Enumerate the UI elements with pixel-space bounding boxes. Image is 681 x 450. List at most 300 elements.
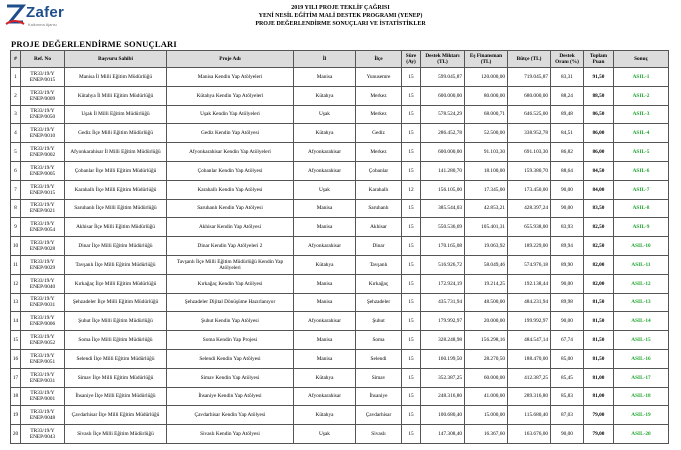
table-row [11,255,669,274]
cell-district: Saruhanlı [356,199,402,218]
cell-cofinance: 15.000,00 [465,406,508,425]
cell-duration: 15 [402,425,421,444]
cell-result: ASIL-17 [614,368,669,387]
cell-cofinance: 42.853,21 [465,199,508,218]
cell-project: Şehzadeler Dijital Dönüşüme Hazırlanıyor [167,293,294,312]
cell-ratio: 90,00 [551,199,584,218]
cell-score: 86,00 [584,124,614,143]
cell-cofinance: 20.000,00 [465,312,508,331]
cell-score: 82,50 [584,237,614,256]
cell-ref: TR33/19/Y ENEP/0048 [21,406,65,425]
table-row [11,331,669,350]
cell-support: 516.926,72 [421,255,465,274]
cell-project: Soma Kendin Yap Projesi [167,331,294,350]
cell-project: Afyonkarahisar Kendin Yap Atölyeleri [167,143,294,162]
cell-duration: 15 [402,331,421,350]
cell-cofinance: 28.270,50 [465,349,508,368]
results-table [10,50,669,444]
cell-score: 79,00 [584,406,614,425]
col-header-support: Destek Miktarı (TL) [421,51,465,68]
cell-applicant: Manisa İl Milli Eğitim Müdürlüğü [65,68,167,87]
cell-applicant: Çobanlar İlçe Milli Eğitim Müdürlüğü [65,161,167,180]
cell-score: 81,50 [584,312,614,331]
cell-score: 84,00 [584,180,614,199]
cell-budget: 189.229,00 [508,237,551,256]
cell-budget: 484.547,14 [508,331,551,350]
cell-duration: 15 [402,218,421,237]
cell-ratio: 88,24 [551,86,584,105]
cell-cofinance: 156.298,16 [465,331,508,350]
cell-support: 578.524,29 [421,105,465,124]
cell-ratio: 85,45 [551,368,584,387]
table-row [11,86,669,105]
cell-province: Afyonkarahisar [294,161,356,180]
cell-result: ASIL-16 [614,349,669,368]
cell-budget: 115.680,40 [508,406,551,425]
cell-ratio: 89,98 [551,293,584,312]
cell-ref: TR33/19/Y ENEP/0010 [21,124,65,143]
cell-support: 248.316,80 [421,387,465,406]
cell-result: ASIL-14 [614,312,669,331]
cell-result: ASIL-8 [614,199,669,218]
cell-support: 550.536,69 [421,218,465,237]
cell-duration: 15 [402,199,421,218]
cell-result: ASIL-1 [614,68,669,87]
cell-applicant: Sivaslı İlçe Milli Eğitim Müdürlüğü [65,425,167,444]
cell-province: Manisa [294,218,356,237]
cell-cofinance: 68.000,71 [465,105,508,124]
cell-index: 10 [11,237,21,256]
cell-ref: TR33/19/Y ENEP/0031 [21,293,65,312]
cell-applicant: Tavşanlı İlçe Milli Eğitim Müdürlüğü [65,255,167,274]
col-header-project: Proje Adı [167,51,294,68]
cell-score: 81,50 [584,331,614,350]
cell-score: 81,50 [584,293,614,312]
cell-district: Dinar [356,237,402,256]
col-header-ref: Ref. No [21,51,65,68]
cell-score: 81,00 [584,368,614,387]
cell-project: Kütahya Kendin Yap Atölyeleri [167,86,294,105]
cell-ref: TR33/19/Y ENEP/0043 [21,425,65,444]
cell-score: 82,00 [584,255,614,274]
cell-result: ASIL-3 [614,105,669,124]
col-header-applicant: Başvuru Sahibi [65,51,167,68]
cell-project: Kırkağaç Kendin Yap Atölyesi [167,274,294,293]
cell-project: İhsaniye Kendin Yap Atölyesi [167,387,294,406]
cell-district: Simav [356,368,402,387]
table-row [11,406,669,425]
cell-province: Kütahya [294,406,356,425]
table-row [11,293,669,312]
cell-province: Manisa [294,199,356,218]
cell-province: Afyonkarahisar [294,143,356,162]
cell-support: 600.000,00 [421,143,465,162]
cell-applicant: Afyonkarahisar İl Milli Eğitim Müdürlüğü [65,143,167,162]
cell-ratio: 85,00 [551,349,584,368]
cell-district: Kırkağaç [356,274,402,293]
cell-ratio: 90,00 [551,274,584,293]
cell-cofinance: 19.063,92 [465,237,508,256]
cell-ratio: 84,51 [551,124,584,143]
cell-result: ASIL-18 [614,387,669,406]
cell-project: Şuhut Kendin Yap Atölyesi [167,312,294,331]
header-line-1: 2019 YILI PROJE TEKLİF ÇAĞRISI [291,5,390,11]
logo-name: Zafer [26,4,65,21]
cell-support: 147.308,40 [421,425,465,444]
cell-project: Tavşanlı İlçe Milli Eğitim Müdürlüğü Kendin Yap Atölyeleri [167,255,294,274]
cell-support: 385.544,03 [421,199,465,218]
cell-cofinance: 16.367,60 [465,425,508,444]
col-header-province: İl [294,51,356,68]
cell-result: ASIL-2 [614,86,669,105]
cell-applicant: Çavdarhisar İlçe Milli Eğitim Müdürlüğü [65,406,167,425]
col-header-ratio: Destek Oranı (%) [551,51,584,68]
cell-district: Tavşanlı [356,255,402,274]
cell-cofinance: 60.000,00 [465,368,508,387]
cell-budget: 289.316,80 [508,387,551,406]
cell-index: 5 [11,143,21,162]
cell-support: 141.280,70 [421,161,465,180]
cell-duration: 15 [402,387,421,406]
cell-index: 13 [11,293,21,312]
cell-budget: 412.387,25 [508,368,551,387]
cell-index: 19 [11,406,21,425]
section-title: PROJE DEĞERLENDİRME SONUÇLARI [11,39,177,49]
cell-ratio: 67,74 [551,331,584,350]
cell-index: 7 [11,180,21,199]
cell-score: 83,50 [584,199,614,218]
cell-budget: 192.138,44 [508,274,551,293]
cell-cofinance: 120.000,00 [465,68,508,87]
cell-district: Gediz [356,124,402,143]
cell-index: 4 [11,124,21,143]
cell-province: Uşak [294,425,356,444]
cell-ref: TR33/19/Y ENEP/0031 [21,368,65,387]
cell-ratio: 85,83 [551,387,584,406]
cell-ratio: 89,90 [551,255,584,274]
cell-support: 435.731,94 [421,293,465,312]
cell-ratio: 83,93 [551,218,584,237]
cell-ref: TR33/19/Y ENEP/0001 [21,387,65,406]
cell-score: 81,00 [584,387,614,406]
cell-index: 2 [11,86,21,105]
cell-district: Merkez [356,105,402,124]
col-header-index: # [11,51,21,68]
cell-index: 15 [11,331,21,350]
cell-index: 18 [11,387,21,406]
cell-support: 352.387,25 [421,368,465,387]
cell-score: 79,00 [584,425,614,444]
cell-result: ASIL-13 [614,293,669,312]
cell-ratio: 90,00 [551,425,584,444]
table-row [11,161,669,180]
cell-budget: 338.952,78 [508,124,551,143]
cell-budget: 188.470,00 [508,349,551,368]
cell-result: ASIL-6 [614,161,669,180]
logo-tagline: Kalkınma Ajansı [28,22,57,27]
cell-applicant: Selendi İlçe Milli Eğitim Müdürlüğü [65,349,167,368]
cell-ratio: 90,00 [551,312,584,331]
cell-budget: 691.103,30 [508,143,551,162]
cell-result: ASIL-4 [614,124,669,143]
cell-project: Akhisar Kendin Yap Atölyesi [167,218,294,237]
cell-result: ASIL-10 [614,237,669,256]
cell-province: Manisa [294,331,356,350]
cell-budget: 159.380,70 [508,161,551,180]
cell-applicant: Karahallı İlçe Milli Eğitim Müdürlüğü [65,180,167,199]
cell-applicant: Uşak İl Milli Eğitim Müdürlüğü [65,105,167,124]
cell-cofinance: 18.100,00 [465,161,508,180]
cell-district: Merkez [356,143,402,162]
cell-ref: TR33/19/Y ENEP/0015 [21,68,65,87]
cell-budget: 646.525,00 [508,105,551,124]
table-row [11,368,669,387]
cell-province: Afyonkarahisar [294,312,356,331]
cell-applicant: Şuhut İlçe Milli Eğitim Müdürlüğü [65,312,167,331]
cell-province: Afyonkarahisar [294,387,356,406]
cell-project: Dinar Kendin Yap Atölyeleri 2 [167,237,294,256]
cell-duration: 15 [402,349,421,368]
cell-index: 16 [11,349,21,368]
cell-duration: 15 [402,105,421,124]
cell-result: ASIL-11 [614,255,669,274]
cell-index: 3 [11,105,21,124]
cell-support: 100.680,40 [421,406,465,425]
cell-duration: 15 [402,255,421,274]
table-row [11,124,669,143]
cell-result: ASIL-19 [614,406,669,425]
cell-project: Gediz Kendin Yap Atölyesi [167,124,294,143]
cell-support: 172.924,19 [421,274,465,293]
cell-index: 17 [11,368,21,387]
cell-score: 81,50 [584,349,614,368]
cell-applicant: İhsaniye İlçe Milli Eğitim Müdürlüğü [65,387,167,406]
cell-applicant: Simav İlçe Milli Eğitim Müdürlüğü [65,368,167,387]
cell-project: Karahallı Kendin Yap Atölyesi [167,180,294,199]
cell-support: 599.045,87 [421,68,465,87]
cell-duration: 12 [402,180,421,199]
col-header-cofinance: Eş Finansman (TL) [465,51,508,68]
table-row [11,425,669,444]
cell-applicant: Saruhanlı İlçe Milli Eğitim Müdürlüğü [65,199,167,218]
cell-result: ASIL-12 [614,274,669,293]
cell-index: 11 [11,255,21,274]
cell-cofinance: 19.214,25 [465,274,508,293]
cell-ref: TR33/19/Y ENEP/0015 [21,180,65,199]
cell-province: Manisa [294,349,356,368]
cell-province: Kütahya [294,255,356,274]
cell-province: Afyonkarahisar [294,237,356,256]
cell-district: İhsaniye [356,387,402,406]
cell-index: 9 [11,218,21,237]
cell-ref: TR33/19/Y ENEP/0005 [21,161,65,180]
cell-duration: 15 [402,237,421,256]
table-row [11,349,669,368]
header-line-2: YENİ NESİL EĞİTİM MALİ DESTEK PROGRAMI (YENEP) [258,13,423,19]
cell-province: Manisa [294,274,356,293]
cell-cofinance: 41.000,00 [465,387,508,406]
col-header-result: Sonuç [614,51,669,68]
cell-ref: TR33/19/Y ENEP/0052 [21,331,65,350]
col-header-score: Toplam Puan [584,51,614,68]
cell-index: 20 [11,425,21,444]
table-row [11,312,669,331]
cell-project: Saruhanlı Kendin Yap Atölyesi [167,199,294,218]
cell-budget: 173.450,00 [508,180,551,199]
table-row [11,387,669,406]
cell-district: Selendi [356,349,402,368]
cell-ratio: 83,31 [551,68,584,87]
cell-project: Çobanlar Kendin Yap Atölyesi [167,161,294,180]
table-row [11,237,669,256]
table-header-row [11,51,669,68]
cell-score: 84,50 [584,161,614,180]
cell-ratio: 86,82 [551,143,584,162]
cell-ratio: 90,00 [551,180,584,199]
cell-duration: 15 [402,68,421,87]
cell-index: 14 [11,312,21,331]
cell-project: Simav Kendin Yap Atölyesi [167,368,294,387]
cell-duration: 15 [402,312,421,331]
cell-support: 600.000,00 [421,86,465,105]
cell-duration: 15 [402,406,421,425]
cell-district: Akhisar [356,218,402,237]
cell-duration: 15 [402,274,421,293]
cell-applicant: Soma İlçe Milli Eğitim Müdürlüğü [65,331,167,350]
cell-ratio: 87,03 [551,406,584,425]
cell-applicant: Gediz İlçe Milli Eğitim Müdürlüğü [65,124,167,143]
cell-applicant: Şehzadeler İlçe Milli Eğitim Müdürlüğü [65,293,167,312]
cell-ref: TR33/19/Y ENEP/0051 [21,349,65,368]
cell-district: Yunusemre [356,68,402,87]
table-body [11,68,669,444]
col-header-budget: Bütçe (TL) [508,51,551,68]
cell-district: Şuhut [356,312,402,331]
cell-support: 170.165,08 [421,237,465,256]
cell-cofinance: 52.500,00 [465,124,508,143]
table-row [11,180,669,199]
cell-score: 82,00 [584,274,614,293]
cell-ref: TR33/19/Y ENEP/0029 [21,255,65,274]
cell-ratio: 89,48 [551,105,584,124]
cell-support: 156.105,00 [421,180,465,199]
cell-support: 328.248,98 [421,331,465,350]
cell-duration: 15 [402,143,421,162]
cell-result: ASIL-15 [614,331,669,350]
col-header-district: İlçe [356,51,402,68]
table-row [11,143,669,162]
cell-cofinance: 105.401,31 [465,218,508,237]
cell-result: ASIL-20 [614,425,669,444]
cell-score: 82,50 [584,218,614,237]
cell-province: Kütahya [294,368,356,387]
cell-duration: 15 [402,124,421,143]
cell-cofinance: 80.000,00 [465,86,508,105]
cell-index: 6 [11,161,21,180]
cell-province: Kütahya [294,124,356,143]
cell-duration: 15 [402,161,421,180]
cell-result: ASIL-5 [614,143,669,162]
cell-score: 91,50 [584,68,614,87]
cell-province: Manisa [294,68,356,87]
table-row [11,199,669,218]
cell-ref: TR33/19/Y ENEP/0028 [21,237,65,256]
cell-applicant: Kütahya İl Milli Eğitim Müdürlüğü [65,86,167,105]
table-row [11,105,669,124]
cell-ratio: 88,64 [551,161,584,180]
cell-district: Sivaslı [356,425,402,444]
cell-cofinance: 91.103,30 [465,143,508,162]
cell-cofinance: 58.049,46 [465,255,508,274]
col-header-duration: Süre (Ay) [402,51,421,68]
cell-cofinance: 48.500,00 [465,293,508,312]
cell-province: Uşak [294,180,356,199]
header-line-3: PROJE DEĞERLENDİRME SONUÇLARI VE İSTATİSTİKLER [255,21,426,27]
cell-budget: 428.397,24 [508,199,551,218]
cell-applicant: Dinar İlçe Milli Eğitim Müdürlüğü [65,237,167,256]
cell-support: 160.199,50 [421,349,465,368]
cell-index: 1 [11,68,21,87]
cell-cofinance: 17.345,00 [465,180,508,199]
table-row [11,218,669,237]
cell-district: Çobanlar [356,161,402,180]
cell-budget: 163.676,00 [508,425,551,444]
cell-applicant: Akhisar İlçe Milli Eğitim Müdürlüğü [65,218,167,237]
cell-applicant: Kırkağaç İlçe Milli Eğitim Müdürlüğü [65,274,167,293]
table-row [11,274,669,293]
cell-province: Uşak [294,105,356,124]
cell-score: 88,50 [584,86,614,105]
cell-district: Şehzadeler [356,293,402,312]
cell-project: Manisa Kendin Yap Atölyeleri [167,68,294,87]
cell-district: Soma [356,331,402,350]
table-row [11,68,669,87]
cell-index: 12 [11,274,21,293]
cell-result: ASIL-9 [614,218,669,237]
cell-score: 86,50 [584,105,614,124]
cell-district: Çavdarhisar [356,406,402,425]
cell-province: Manisa [294,293,356,312]
cell-support: 286.452,78 [421,124,465,143]
cell-index: 8 [11,199,21,218]
cell-ref: TR33/19/Y ENEP/0040 [21,274,65,293]
cell-ref: TR33/19/Y ENEP/0021 [21,199,65,218]
cell-duration: 15 [402,368,421,387]
cell-project: Selendi Kendin Yap Atölyesi [167,349,294,368]
cell-support: 179.992,97 [421,312,465,331]
cell-ratio: 89,94 [551,237,584,256]
cell-budget: 574.976,18 [508,255,551,274]
cell-ref: TR33/19/Y ENEP/0006 [21,312,65,331]
cell-budget: 680.000,00 [508,86,551,105]
cell-ref: TR33/19/Y ENEP/0009 [21,86,65,105]
cell-ref: TR33/19/Y ENEP/0054 [21,218,65,237]
cell-duration: 15 [402,86,421,105]
cell-project: Çavdarhisar Kendin Yap Atölyesi [167,406,294,425]
cell-district: Karahallı [356,180,402,199]
cell-duration: 15 [402,293,421,312]
cell-budget: 655.938,00 [508,218,551,237]
cell-budget: 484.231,94 [508,293,551,312]
cell-result: ASIL-7 [614,180,669,199]
cell-score: 86,00 [584,143,614,162]
cell-project: Sivaslı Kendin Yap Atölyesi [167,425,294,444]
cell-district: Merkez [356,86,402,105]
cell-project: Uşak Kendin Yap Atölyeleri [167,105,294,124]
cell-ref: TR33/19/Y ENEP/0002 [21,143,65,162]
cell-province: Kütahya [294,86,356,105]
cell-ref: TR33/19/Y ENEP/0050 [21,105,65,124]
